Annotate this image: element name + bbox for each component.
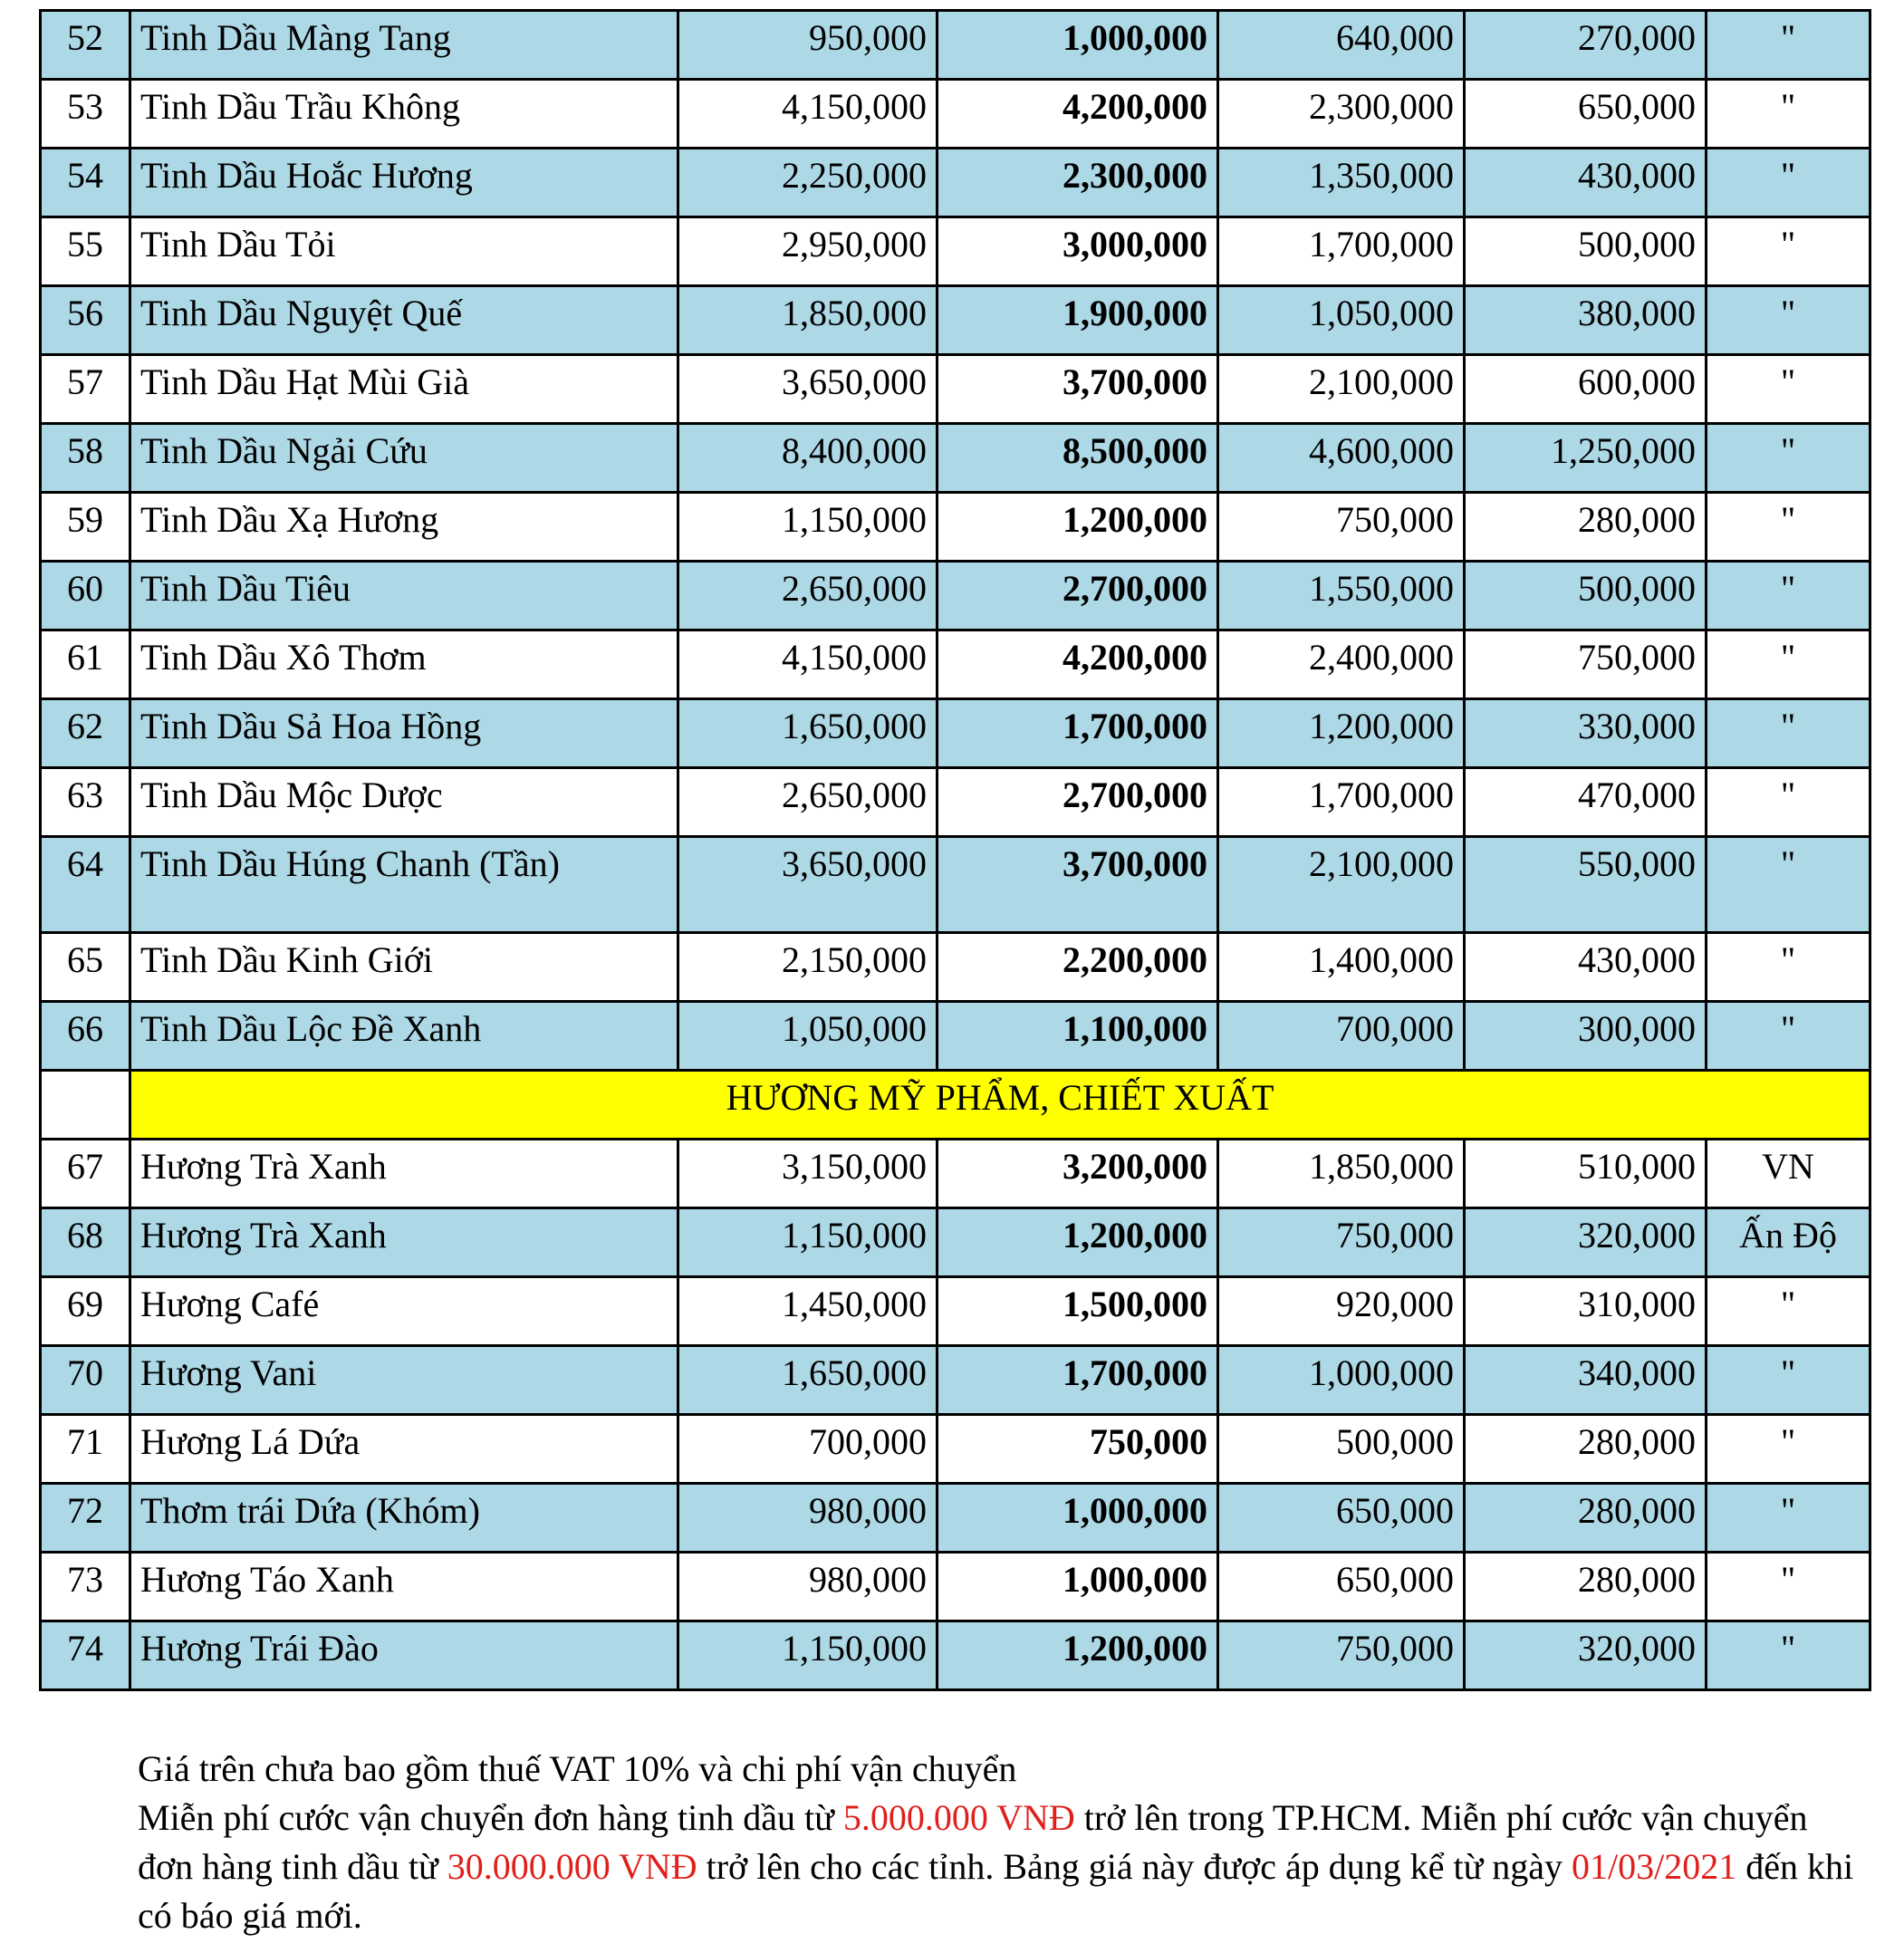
price-col-2: 3,000,000 <box>938 217 1218 286</box>
row-number: 64 <box>41 837 130 933</box>
row-number: 59 <box>41 493 130 562</box>
price-col-2: 2,700,000 <box>938 562 1218 630</box>
price-col-4: 300,000 <box>1465 1002 1707 1071</box>
price-col-2: 1,100,000 <box>938 1002 1218 1071</box>
origin: " <box>1707 424 1870 493</box>
price-col-4: 600,000 <box>1465 355 1707 424</box>
price-col-1: 3,150,000 <box>678 1140 938 1208</box>
product-name: Tinh Dầu Ngải Cứu <box>130 424 678 493</box>
price-col-2: 750,000 <box>938 1415 1218 1484</box>
row-number: 74 <box>41 1621 130 1690</box>
row-number: 73 <box>41 1553 130 1621</box>
row-number: 63 <box>41 768 130 837</box>
price-col-4: 280,000 <box>1465 493 1707 562</box>
price-col-4: 1,250,000 <box>1465 424 1707 493</box>
product-name: Hương Táo Xanh <box>130 1553 678 1621</box>
price-col-1: 2,150,000 <box>678 933 938 1002</box>
price-col-4: 470,000 <box>1465 768 1707 837</box>
product-name: Tinh Dầu Hạt Mùi Già <box>130 355 678 424</box>
price-col-2: 2,200,000 <box>938 933 1218 1002</box>
price-col-3: 750,000 <box>1218 493 1465 562</box>
price-col-1: 1,450,000 <box>678 1277 938 1346</box>
price-col-3: 1,550,000 <box>1218 562 1465 630</box>
price-col-2: 8,500,000 <box>938 424 1218 493</box>
table-row <box>41 493 1870 562</box>
price-col-1: 1,650,000 <box>678 699 938 768</box>
price-col-1: 980,000 <box>678 1484 938 1553</box>
table-row <box>41 933 1870 1002</box>
origin: " <box>1707 11 1870 80</box>
table-row <box>41 355 1870 424</box>
price-col-4: 430,000 <box>1465 149 1707 217</box>
origin: " <box>1707 1346 1870 1415</box>
price-col-3: 1,200,000 <box>1218 699 1465 768</box>
price-col-3: 2,100,000 <box>1218 837 1465 933</box>
section-title: HƯƠNG MỸ PHẨM, CHIẾT XUẤT <box>130 1071 1870 1140</box>
origin: " <box>1707 768 1870 837</box>
price-col-3: 1,350,000 <box>1218 149 1465 217</box>
price-col-2: 4,200,000 <box>938 80 1218 149</box>
price-col-3: 1,700,000 <box>1218 217 1465 286</box>
price-col-4: 340,000 <box>1465 1346 1707 1415</box>
price-col-3: 2,100,000 <box>1218 355 1465 424</box>
row-number: 55 <box>41 217 130 286</box>
price-col-3: 700,000 <box>1218 1002 1465 1071</box>
price-col-1: 3,650,000 <box>678 355 938 424</box>
price-col-1: 2,650,000 <box>678 768 938 837</box>
table-row <box>41 1553 1870 1621</box>
price-col-3: 1,850,000 <box>1218 1140 1465 1208</box>
product-name: Hương Trà Xanh <box>130 1140 678 1208</box>
table-row <box>41 837 1870 933</box>
product-name: Tinh Dầu Lộc Đề Xanh <box>130 1002 678 1071</box>
table-row <box>41 562 1870 630</box>
table-row <box>41 1140 1870 1208</box>
price-col-3: 4,600,000 <box>1218 424 1465 493</box>
table-row <box>41 1346 1870 1415</box>
shipping-note-text-2: trở lên trong TP.HCM. Miễn phí cước vận chuyển đơn hàng tinh dầu từ <box>138 1797 1808 1887</box>
row-number: 71 <box>41 1415 130 1484</box>
product-name: Tinh Dầu Húng Chanh (Tần) <box>130 837 678 933</box>
row-number: 66 <box>41 1002 130 1071</box>
price-col-1: 4,150,000 <box>678 630 938 699</box>
price-col-1: 2,650,000 <box>678 562 938 630</box>
product-name: Tinh Dầu Trầu Không <box>130 80 678 149</box>
table-row <box>41 149 1870 217</box>
price-col-2: 2,300,000 <box>938 149 1218 217</box>
row-number: 61 <box>41 630 130 699</box>
price-col-2: 1,500,000 <box>938 1277 1218 1346</box>
row-number: 52 <box>41 11 130 80</box>
price-col-1: 1,150,000 <box>678 1208 938 1277</box>
price-col-4: 550,000 <box>1465 837 1707 933</box>
origin: " <box>1707 1553 1870 1621</box>
price-col-1: 950,000 <box>678 11 938 80</box>
origin: " <box>1707 1484 1870 1553</box>
row-number: 68 <box>41 1208 130 1277</box>
table-row <box>41 699 1870 768</box>
price-col-1: 8,400,000 <box>678 424 938 493</box>
price-col-4: 280,000 <box>1465 1484 1707 1553</box>
row-number: 69 <box>41 1277 130 1346</box>
table-row <box>41 424 1870 493</box>
price-col-3: 750,000 <box>1218 1208 1465 1277</box>
origin: " <box>1707 562 1870 630</box>
price-col-3: 640,000 <box>1218 11 1465 80</box>
price-col-1: 1,650,000 <box>678 1346 938 1415</box>
price-col-3: 650,000 <box>1218 1484 1465 1553</box>
price-col-2: 3,700,000 <box>938 355 1218 424</box>
origin: " <box>1707 355 1870 424</box>
table-row <box>41 286 1870 355</box>
price-col-2: 1,200,000 <box>938 493 1218 562</box>
origin: " <box>1707 217 1870 286</box>
price-col-4: 750,000 <box>1465 630 1707 699</box>
row-number: 67 <box>41 1140 130 1208</box>
product-name: Tinh Dầu Màng Tang <box>130 11 678 80</box>
price-col-3: 1,700,000 <box>1218 768 1465 837</box>
price-col-3: 500,000 <box>1218 1415 1465 1484</box>
row-number: 62 <box>41 699 130 768</box>
price-col-3: 920,000 <box>1218 1277 1465 1346</box>
price-col-2: 3,700,000 <box>938 837 1218 933</box>
price-col-1: 1,050,000 <box>678 1002 938 1071</box>
price-col-3: 1,400,000 <box>1218 933 1465 1002</box>
origin: Ấn Độ <box>1707 1208 1870 1277</box>
origin: " <box>1707 933 1870 1002</box>
table-row <box>41 1484 1870 1553</box>
price-col-1: 2,250,000 <box>678 149 938 217</box>
price-col-4: 500,000 <box>1465 562 1707 630</box>
product-name: Hương Lá Dứa <box>130 1415 678 1484</box>
price-col-1: 980,000 <box>678 1553 938 1621</box>
price-col-4: 280,000 <box>1465 1553 1707 1621</box>
product-name: Tinh Dầu Tỏi <box>130 217 678 286</box>
origin: " <box>1707 80 1870 149</box>
row-number: 70 <box>41 1346 130 1415</box>
origin: " <box>1707 286 1870 355</box>
price-col-2: 3,200,000 <box>938 1140 1218 1208</box>
product-name: Hương Trà Xanh <box>130 1208 678 1277</box>
shipping-note-text-4: đến khi có báo giá mới. <box>138 1846 1854 1936</box>
table-row <box>41 1621 1870 1690</box>
origin: " <box>1707 837 1870 933</box>
table-body-fragrances <box>41 1140 1870 1690</box>
row-number: 54 <box>41 149 130 217</box>
product-name: Tinh Dầu Sả Hoa Hồng <box>130 699 678 768</box>
product-name: Hương Trái Đào <box>130 1621 678 1690</box>
product-name: Tinh Dầu Nguyệt Quế <box>130 286 678 355</box>
price-col-2: 1,000,000 <box>938 1553 1218 1621</box>
price-col-4: 330,000 <box>1465 699 1707 768</box>
origin: VN <box>1707 1140 1870 1208</box>
origin: " <box>1707 699 1870 768</box>
table-row <box>41 1277 1870 1346</box>
price-notes <box>138 1745 1859 1940</box>
row-number: 53 <box>41 80 130 149</box>
price-col-4: 320,000 <box>1465 1621 1707 1690</box>
price-col-3: 2,300,000 <box>1218 80 1465 149</box>
price-col-2: 1,700,000 <box>938 699 1218 768</box>
price-col-4: 280,000 <box>1465 1415 1707 1484</box>
table-row <box>41 217 1870 286</box>
row-number: 56 <box>41 286 130 355</box>
row-number: 57 <box>41 355 130 424</box>
product-name: Tinh Dầu Xạ Hương <box>130 493 678 562</box>
origin: " <box>1707 493 1870 562</box>
price-col-1: 1,150,000 <box>678 1621 938 1690</box>
price-col-4: 510,000 <box>1465 1140 1707 1208</box>
row-number: 72 <box>41 1484 130 1553</box>
origin: " <box>1707 1621 1870 1690</box>
price-col-4: 310,000 <box>1465 1277 1707 1346</box>
table-row <box>41 768 1870 837</box>
price-col-4: 500,000 <box>1465 217 1707 286</box>
price-col-4: 320,000 <box>1465 1208 1707 1277</box>
product-name: Tinh Dầu Xô Thơm <box>130 630 678 699</box>
price-col-4: 380,000 <box>1465 286 1707 355</box>
effective-date: 01/03/2021 <box>1572 1846 1737 1887</box>
origin: " <box>1707 1002 1870 1071</box>
price-col-2: 1,700,000 <box>938 1346 1218 1415</box>
product-name: Hương Vani <box>130 1346 678 1415</box>
free-shipping-threshold-hcm: 5.000.000 VNĐ <box>842 1797 1075 1838</box>
table-row <box>41 1415 1870 1484</box>
price-col-3: 2,400,000 <box>1218 630 1465 699</box>
price-col-3: 750,000 <box>1218 1621 1465 1690</box>
shipping-note-text-3: trở lên cho các tỉnh. Bảng giá này được áp dụng kể từ ngày <box>697 1846 1572 1887</box>
product-name: Tinh Dầu Hoắc Hương <box>130 149 678 217</box>
free-shipping-threshold-provinces: 30.000.000 VNĐ <box>447 1846 697 1887</box>
table-section <box>41 1071 1870 1140</box>
price-col-1: 4,150,000 <box>678 80 938 149</box>
product-name: Tinh Dầu Kinh Giới <box>130 933 678 1002</box>
table-body-essential-oils <box>41 11 1870 1071</box>
price-col-2: 1,200,000 <box>938 1208 1218 1277</box>
vat-note: Giá trên chưa bao gồm thuế VAT 10% và chi phí vận chuyển <box>138 1748 1017 1789</box>
price-col-1: 3,650,000 <box>678 837 938 933</box>
origin: " <box>1707 630 1870 699</box>
origin: " <box>1707 1277 1870 1346</box>
price-col-1: 2,950,000 <box>678 217 938 286</box>
price-col-1: 1,150,000 <box>678 493 938 562</box>
price-col-2: 1,000,000 <box>938 1484 1218 1553</box>
origin: " <box>1707 1415 1870 1484</box>
section-blank-cell <box>41 1071 130 1140</box>
price-col-4: 650,000 <box>1465 80 1707 149</box>
price-table <box>39 9 1871 1691</box>
price-col-3: 1,050,000 <box>1218 286 1465 355</box>
table-row <box>41 80 1870 149</box>
price-col-3: 650,000 <box>1218 1553 1465 1621</box>
price-col-2: 1,200,000 <box>938 1621 1218 1690</box>
table-row <box>41 11 1870 80</box>
table-row <box>41 630 1870 699</box>
price-col-2: 1,000,000 <box>938 11 1218 80</box>
product-name: Tinh Dầu Tiêu <box>130 562 678 630</box>
price-col-4: 270,000 <box>1465 11 1707 80</box>
price-col-2: 2,700,000 <box>938 768 1218 837</box>
section-header-row <box>41 1071 1870 1140</box>
price-col-3: 1,000,000 <box>1218 1346 1465 1415</box>
product-name: Thơm trái Dứa (Khóm) <box>130 1484 678 1553</box>
price-col-2: 4,200,000 <box>938 630 1218 699</box>
product-name: Tinh Dầu Mộc Dược <box>130 768 678 837</box>
product-name: Hương Café <box>130 1277 678 1346</box>
origin: " <box>1707 149 1870 217</box>
table-row <box>41 1208 1870 1277</box>
price-col-1: 700,000 <box>678 1415 938 1484</box>
price-col-4: 430,000 <box>1465 933 1707 1002</box>
row-number: 60 <box>41 562 130 630</box>
price-col-1: 1,850,000 <box>678 286 938 355</box>
shipping-note-text-1: Miễn phí cước vận chuyển đơn hàng tinh dầu từ <box>138 1797 843 1838</box>
row-number: 65 <box>41 933 130 1002</box>
table-row <box>41 1002 1870 1071</box>
row-number: 58 <box>41 424 130 493</box>
shipping-note <box>138 1794 1859 1940</box>
price-col-2: 1,900,000 <box>938 286 1218 355</box>
